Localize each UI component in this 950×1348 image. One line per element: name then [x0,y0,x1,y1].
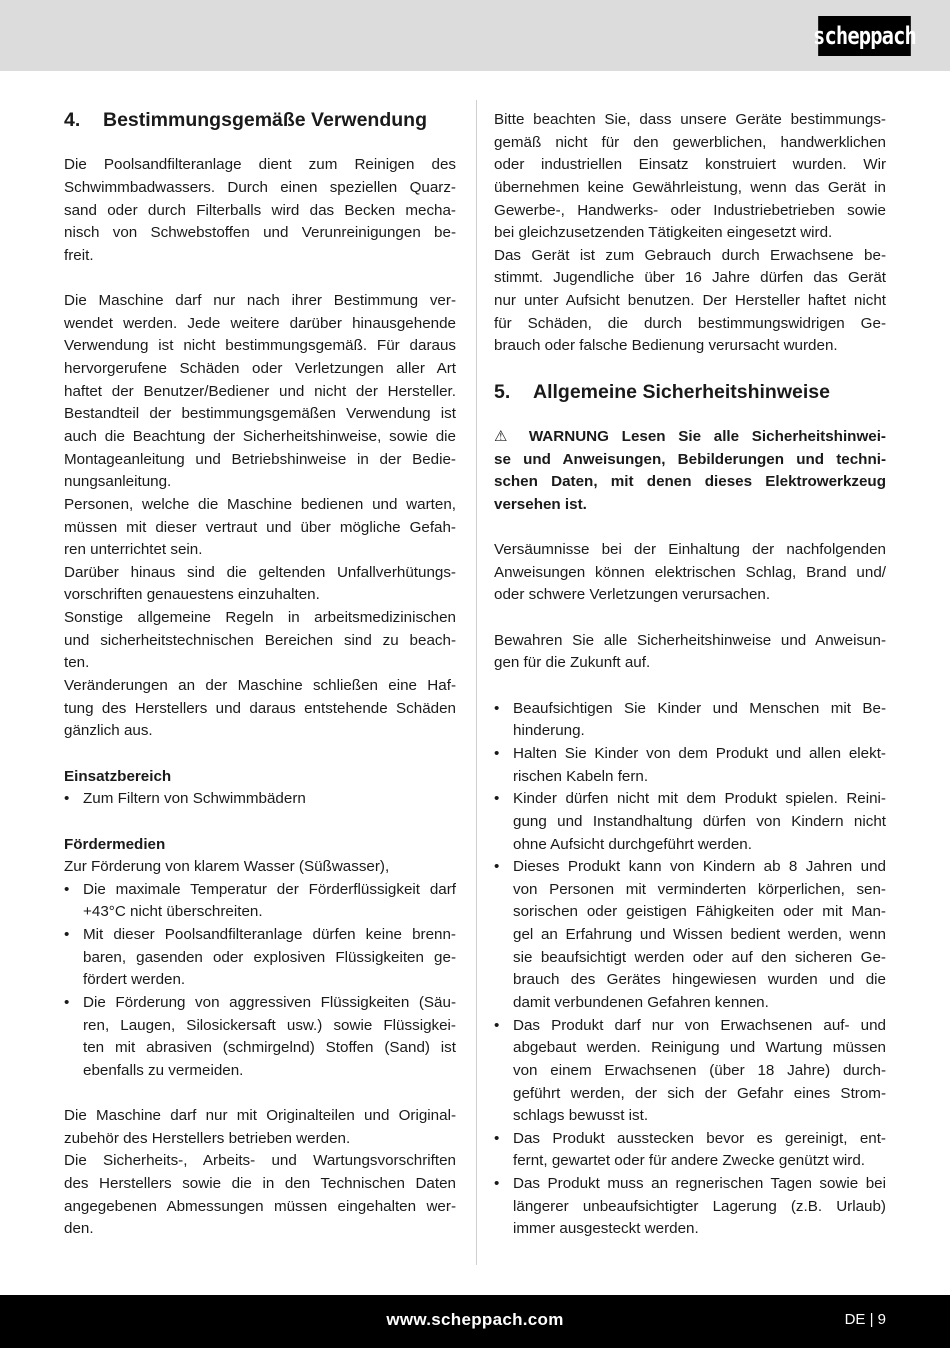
spacer [494,607,886,630]
text-line: nur unter Aufsicht benutzen. Der Hersteller haftet nicht [494,292,886,310]
text-line: Bitte beachten Sie, dass unsere Geräte bestimmungs- [494,111,886,128]
text-line: Schwimmbadwassers. Durch einen speziellen Quarz- [64,178,456,196]
text-line: hinderung. [513,722,585,740]
bullet-icon: • [494,699,500,717]
bullet-item [494,856,886,1014]
text-line: baren, gasenden oder explosiven Flüssigkeiten ge- [83,948,456,966]
column-divider [476,100,477,1265]
paragraph [64,675,456,743]
text-line: bei gleichzusetzenden Tätigkeiten eingesetzt wird. [494,224,833,242]
text-line: sie beaufsichtigt werden oder auf den sicheren Ge- [513,948,886,966]
text-line: Versäumnisse bei der Einhaltung der nachfolgenden [494,541,886,559]
text-line: se und Anweisungen, Bebilderungen und techni- [494,450,886,468]
text-line: Die Maschine darf nur mit Originalteilen und Original- [64,1107,456,1125]
text-line: von Personen mit verminderten körperlichen, sen- [513,880,886,898]
bullet-icon: • [494,744,500,762]
bullet-item [494,698,886,743]
bullet-item [64,924,456,992]
text-line: Zum Filtern von Schwimmbädern [83,790,306,808]
bullet-icon: • [494,1129,500,1147]
text-line: freit. [64,246,94,264]
text-line: oder schwere Verletzungen verursachen. [494,586,771,604]
text-line: sorischen oder geistigen Fähigkeiten oder mit Man- [513,903,886,921]
text-line: gänzlich aus. [64,722,153,740]
text-line: rischen Kabeln fern. [513,767,649,785]
warning-icon: ⚠ [494,427,529,445]
bullet-item [494,1128,886,1173]
text-line: Bestandteil der bestimmungsgemäßen Verwendung ist [64,405,456,423]
text-line: Die Poolsandfilteranlage dient zum Reinigen des [64,156,456,174]
text-line: versehen ist. [494,495,587,513]
bullet-item [494,1015,886,1128]
text-line: vorschriften genauestens einzuhalten. [64,586,320,604]
text-line: des Herstellers sowie die in den Technischen Daten [64,1175,456,1193]
scheppach-logo: scheppach [818,16,911,56]
text-line: Gewerbe-, Handwerks- oder Industriebetrieben sowie [494,201,886,219]
text-line: Die Förderung von aggressiven Flüssigkeiten (Säu- [83,993,456,1011]
paragraph [64,1105,456,1150]
text-line: ren unterrichtet sein. [64,541,203,559]
bullet-icon: • [494,1016,500,1034]
spacer [64,743,456,766]
text-line: für Schäden, die durch bestimmungswidrigen Ge- [494,314,886,332]
paragraph [64,290,456,494]
spacer [64,811,456,834]
text-line: Beaufsichtigen Sie Kinder und Menschen mit Be- [513,699,886,717]
text-line: ebenfalls zu vermeiden. [83,1061,244,1079]
text-line: Montageanleitung und Betriebshinweise in der Bedie- [64,450,456,468]
text-line [494,426,886,449]
bullet-icon: • [64,993,70,1011]
text-line: längerer unbeaufsichtigter Lagerung (z.B. Urlaub) [513,1197,886,1215]
section-title: Allgemeine Sicherheitshinweise [533,380,830,403]
text-line: Mit dieser Poolsandfilteranlage dürfen keine brenn- [83,926,456,944]
paragraph [494,630,886,675]
text-line: Einsatzbereich [64,767,172,785]
paragraph [494,539,886,607]
bullet-item [494,788,886,856]
text-line: geführt werden, der sich der Gefahr eines Strom- [513,1084,886,1102]
section-heading [64,109,456,132]
website-link[interactable]: www.scheppach.com [386,1310,564,1329]
text-line: auch die Beachtung der Sicherheitshinweise, sowie die [64,427,456,445]
text-line: nisch von Schwebstoffen und Verunreinigungen be- [64,224,456,242]
page-header [0,0,950,71]
page-footer [0,1295,950,1348]
bullet-item [64,788,456,811]
text-line: ten. [64,654,90,672]
text-line: Dieses Produkt kann von Kindern ab 8 Jahren und [513,858,886,876]
right-column [494,109,886,1241]
text-line: schlags bewusst ist. [513,1107,649,1125]
text-line: haftet der Benutzer/Bediener und nicht der Hersteller. [64,382,456,400]
text-line: Die Maschine darf nur nach ihrer Bestimmung ver- [64,292,456,310]
text-line: fördert werden. [83,971,186,989]
text-line: zubehör des Herstellers betrieben werden. [64,1129,351,1147]
text-line: gemäß nicht für den gewerblichen, handwerklichen [494,133,886,151]
paragraph [64,494,456,562]
text-line: Sonstige allgemeine Regeln in arbeitsmedizinischen [64,609,456,627]
text-line: abgebaut werden. Reinigung und Wartung müssen [513,1039,886,1057]
text-line: oder industriellen Einsatz konstruiert wurden. Wir [494,156,886,174]
paragraph [494,109,886,245]
subheading [64,766,456,789]
text-line: Halten Sie Kinder von dem Produkt und allen elekt- [513,744,886,762]
spacer [494,358,886,381]
bullet-icon: • [64,880,70,898]
bullet-icon: • [494,790,500,808]
text-line: brauch oder falsche Bedienung verursacht wurden. [494,337,838,355]
spacer [64,1083,456,1106]
bullet-icon: • [494,1175,500,1193]
text-line: hervorgerufene Schäden oder Verletzungen aller Art [64,360,456,378]
text-line: stimmt. Jugendliche über 16 Jahre dürfen das Gerät [494,269,886,287]
section-heading [494,381,886,404]
spacer [494,675,886,698]
text-line: Kinder dürfen nicht mit dem Produkt spielen. Reini- [513,790,886,808]
text-line: angegebenen Abmessungen müssen eingehalten wer- [64,1197,456,1215]
text-line: Darüber hinaus sind die geltenden Unfallverhütungs- [64,563,456,581]
text-line: übernehmen keine Gewährleistung, wenn das Gerät in [494,178,886,196]
text-line: gung und Instandhaltung dürfen von Kindern nicht [513,812,886,830]
text-line: Anweisungen können elektrischen Schlag, Brand und/ [494,563,886,581]
section-number: 5. [494,380,511,403]
text-line: sand oder durch Filterballs wird das Becken mecha- [64,201,456,219]
text-line: gen für die Zukunft auf. [494,654,651,672]
text-line: Fördermedien [64,835,166,853]
warning-text: WARNUNG Lesen Sie alle Sicherheitshinwei- [528,427,886,445]
text-line: Die maximale Temperatur der Förderflüssigkeit darf [83,880,456,898]
text-line: +43°C nicht überschreiten. [83,903,263,921]
text-line: tung des Herstellers und daraus entstehende Schäden [64,699,456,717]
page-number: DE | 9 [844,1311,886,1328]
text-line: müssen mit dieser vertraut und über mögliche Gefah- [64,518,456,536]
paragraph [64,562,456,607]
text-line: Das Produkt darf nur von Erwachsenen auf- und [513,1016,886,1034]
spacer [64,267,456,290]
warning-notice [494,426,886,517]
text-line: ten mit abrasiven (schmirgelnd) Stoffen (Sand) ist [83,1039,456,1057]
paragraph [64,154,456,267]
text-line: immer ausgesteckt werden. [513,1220,699,1238]
bullet-item [494,1173,886,1241]
text-line: brauch des Gerätes hingewiesen wurden und die [513,971,886,989]
text-line: Das Produkt muss an regnerischen Tagen sowie bei [513,1175,886,1193]
section-number: 4. [64,109,81,131]
text-line: wendet werden. Jede weitere darüber hinausgehende [64,314,456,332]
text-line: Veränderungen an der Maschine schließen eine Haf- [64,677,456,695]
text-line: Die Sicherheits-, Arbeits- und Wartungsvorschriften [64,1152,456,1170]
bullet-icon: • [494,858,500,876]
spacer [494,517,886,540]
subheading [64,834,456,857]
paragraph [64,607,456,675]
text-line: Bewahren Sie alle Sicherheitshinweise und Anweisun- [494,631,886,649]
text-line: Zur Förderung von klarem Wasser (Süßwasser), [64,858,390,876]
text-line: von einem Erwachsenen (über 18 Jahre) durch- [513,1061,886,1079]
bullet-item [64,992,456,1083]
text-line: Das Gerät ist zum Gebrauch durch Erwachsene be- [494,246,886,264]
paragraph [64,856,456,879]
bullet-icon: • [64,926,70,944]
bullet-icon: • [64,790,70,808]
text-line: ohne Aufsicht durchgeführt werden. [513,835,752,853]
left-column [64,109,456,1241]
paragraph [64,1150,456,1241]
text-line: fernt, gewartet oder für andere Zwecke genützt wird. [513,1152,866,1170]
text-line: Das Produkt ausstecken bevor es gereinigt, ent- [513,1129,886,1147]
text-line: gel an Erfahrung und Wissen bedient werden, wenn [513,926,886,944]
text-line: damit verbundenen Gefahren kennen. [513,993,769,1011]
text-line: Verwendung ist nicht bestimmungsgemäß. Für daraus [64,337,456,355]
text-line: den. [64,1220,94,1238]
text-line: nungsanleitung. [64,473,172,491]
text-line: ren, Laugen, Silosickersaft usw.) sowie Flüssigkei- [83,1016,456,1034]
paragraph [494,245,886,358]
text-line: schen Daten, mit denen dieses Elektrowerkzeug [494,473,886,491]
bullet-item [64,879,456,924]
bullet-item [494,743,886,788]
section-title: Bestimmungsgemäße Verwendung [103,109,427,131]
text-line: und sicherheitstechnischen Bereichen sind zu beach- [64,631,456,649]
text-line: Personen, welche die Maschine bedienen und warten, [64,495,456,513]
